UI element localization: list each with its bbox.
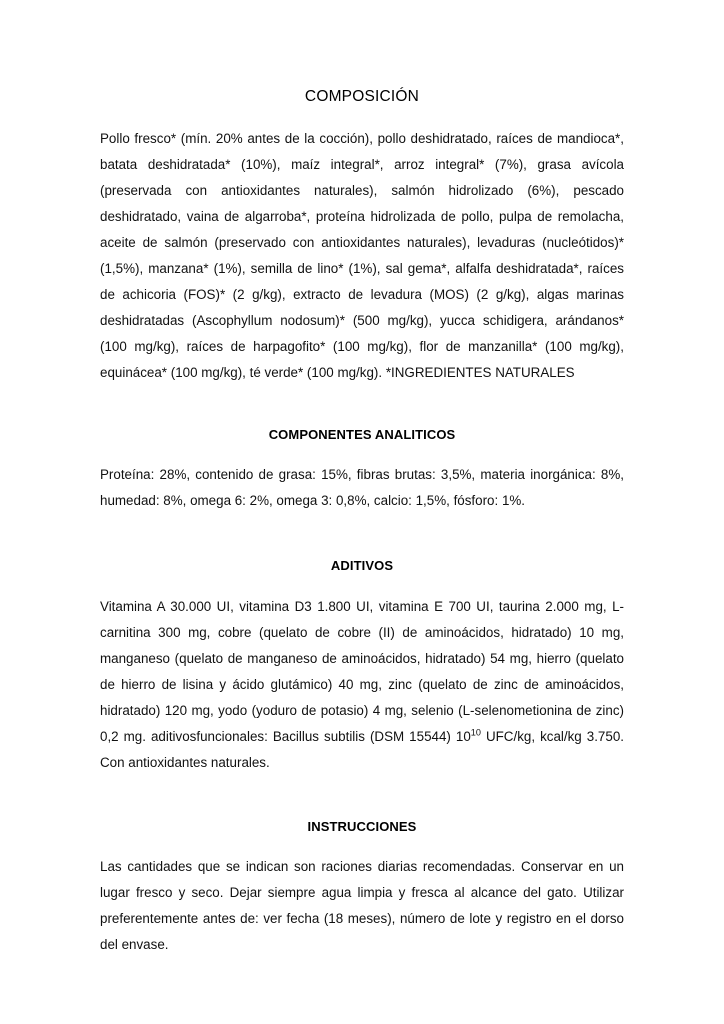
section-body-composicion: Pollo fresco* (mín. 20% antes de la cocción), pollo deshidratado, raíces de mandioca*, batata deshidratada* (10%), maíz integral*, arroz integral* (7%), grasa avícola (preservada con antioxidantes naturales), salmón hidrolizado (6%), pescado deshidratado, vaina de algarroba*, proteína hidrolizada de pollo, pulpa de remolacha, aceite de salmón (preservado con antioxidantes naturales), levaduras (nucleótidos)* (1,5%), manzana* (1%), semilla de lino* (1%), sal gema*, alfalfa deshidratada*, raíces de achicoria (FOS)* (2 g/kg), extracto de levadura (MOS) (2 g/kg), algas marinas deshidratadas (Ascophyllum nodosum)* (500 mg/kg), yucca schidigera, arándanos* (100 mg/kg), raíces de harpagofito* (100 mg/kg), flor de manzanilla* (100 mg/kg), equinácea* (100 mg/kg), té verde* (100 mg/kg). *INGREDIENTES NATURALES	[100, 130, 624, 380]
section-heading-composicion: COMPOSICIÓN	[304, 88, 420, 105]
section-body-aditivos	[100, 594, 624, 776]
aditivos-exponent: 10	[470, 727, 481, 738]
aditivos-text-part2: UFC/kg, kcal/kg 3.750. Con antioxidantes naturales.	[100, 728, 624, 770]
aditivos-text-part1: Vitamina A 30.000 UI, vitamina D3 1.800 UI, vitamina E 700 UI, taurina 2.000 mg, L-carnitina 300 mg, cobre (quelato de cobre (II) de aminoácidos, hidratado) 10 mg, manganeso (quelato de manganeso de aminoácidos, hidratado) 54 mg, hierro (quelato de hierro de lisina y ácido glutámico) 40 mg, zinc (quelato de zinc de aminoácidos, hidratado) 120 mg, yodo (yoduro de potasio) 4 mg, selenio (L-selenometionina de zinc) 0,2 mg. aditivosfuncionales: Bacillus subtilis (DSM 15544) 10	[100, 598, 624, 744]
section-heading-componentes-analiticos: COMPONENTES ANALITICOS	[268, 426, 456, 442]
section-body-componentes-analiticos: Proteína: 28%, contenido de grasa: 15%, fibras brutas: 3,5%, materia inorgánica: 8%, humedad: 8%, omega 6: 2%, omega 3: 0,8%, calcio: 1,5%, fósforo: 1%.	[100, 467, 624, 509]
section-heading-instrucciones: INSTRUCCIONES	[307, 818, 417, 834]
section-body-instrucciones: Las cantidades que se indican son raciones diarias recomendadas. Conservar en un lugar fresco y seco. Dejar siempre agua limpia y fresca al alcance del gato. Utilizar preferentemente antes de: ver fecha (18 meses), número de lote y registro en el dorso del envase.	[100, 859, 624, 953]
section-heading-aditivos: ADITIVOS	[330, 558, 394, 574]
document-content	[100, 0, 624, 958]
